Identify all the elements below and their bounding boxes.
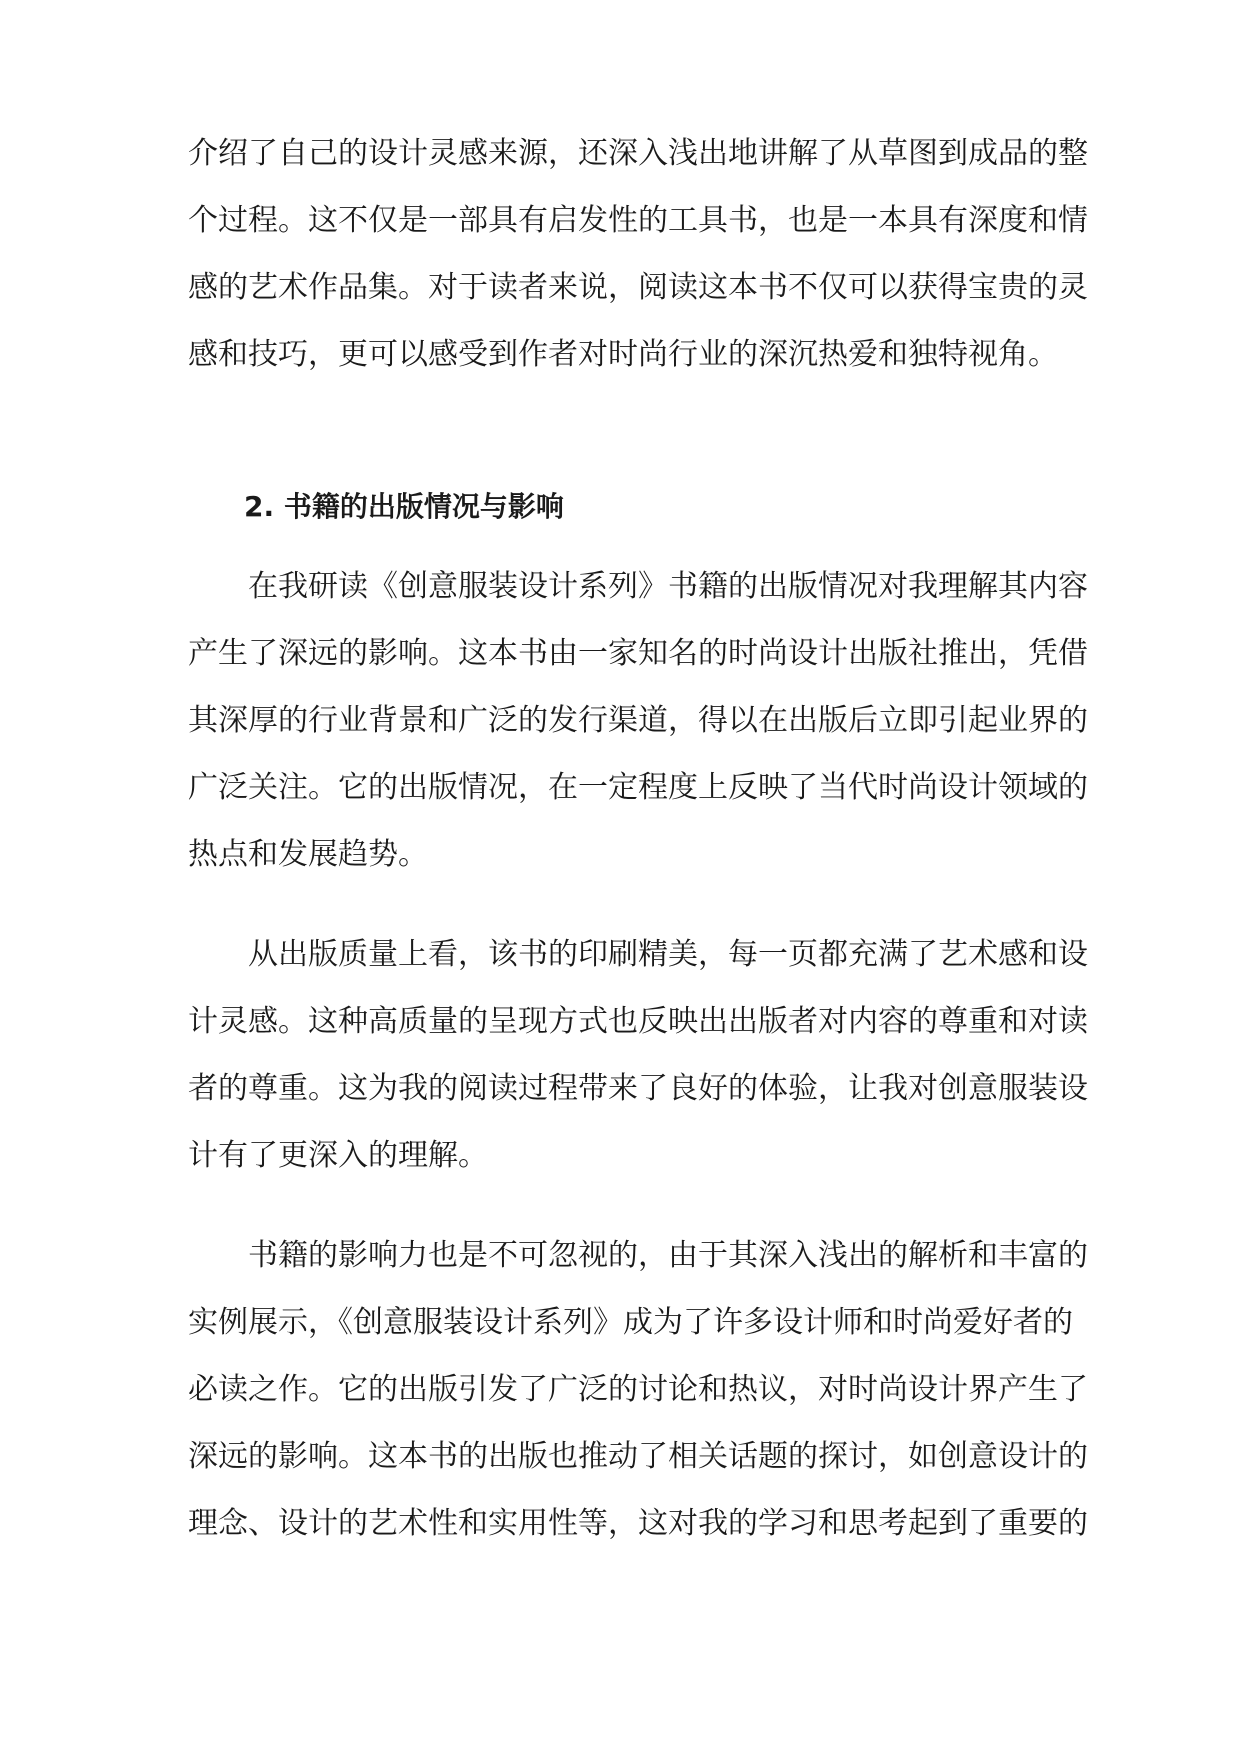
text-line: 热点和发展趋势。 xyxy=(188,837,428,872)
text-line: 理念、设计的艺术性和实用性等，这对我的学习和思考起到了重要的 xyxy=(188,1506,1088,1541)
text-line: 在我研读《创意服装设计系列》书籍的出版情况对我理解其内容 xyxy=(248,569,1088,604)
text-line: 从出版质量上看，该书的印刷精美，每一页都充满了艺术感和设 xyxy=(248,937,1088,972)
text-line: 者的尊重。这为我的阅读过程带来了良好的体验，让我对创意服装设 xyxy=(188,1071,1088,1106)
text-line: 实例展示，《创意服装设计系列》成为了许多设计师和时尚爱好者的 xyxy=(188,1305,1073,1340)
text-line: 产生了深远的影响。这本书由一家知名的时尚设计出版社推出，凭借 xyxy=(188,636,1088,671)
text-line: 介绍了自己的设计灵感来源，还深入浅出地讲解了从草图到成品的整 xyxy=(188,136,1088,171)
text-line: 书籍的影响力也是不可忽视的，由于其深入浅出的解析和丰富的 xyxy=(248,1238,1088,1273)
text-line: 感和技巧，更可以感受到作者对时尚行业的深沉热爱和独特视角。 xyxy=(188,337,1058,372)
text-line: 计灵感。这种高质量的呈现方式也反映出出版者对内容的尊重和对读 xyxy=(188,1004,1088,1039)
text-line: 必读之作。它的出版引发了广泛的讨论和热议，对时尚设计界产生了 xyxy=(188,1372,1088,1407)
text-line: 个过程。这不仅是一部具有启发性的工具书，也是一本具有深度和情 xyxy=(188,203,1088,238)
text-line: 其深厚的行业背景和广泛的发行渠道，得以在出版后立即引起业界的 xyxy=(188,703,1088,738)
text-line: 感的艺术作品集。对于读者来说，阅读这本书不仅可以获得宝贵的灵 xyxy=(188,270,1088,305)
text-line: 深远的影响。这本书的出版也推动了相关话题的探讨，如创意设计的 xyxy=(188,1439,1088,1474)
section-heading: 2. 书籍的出版情况与影响 xyxy=(244,490,564,523)
text-line: 计有了更深入的理解。 xyxy=(188,1138,488,1173)
text-line: 广泛关注。它的出版情况，在一定程度上反映了当代时尚设计领域的 xyxy=(188,770,1088,805)
